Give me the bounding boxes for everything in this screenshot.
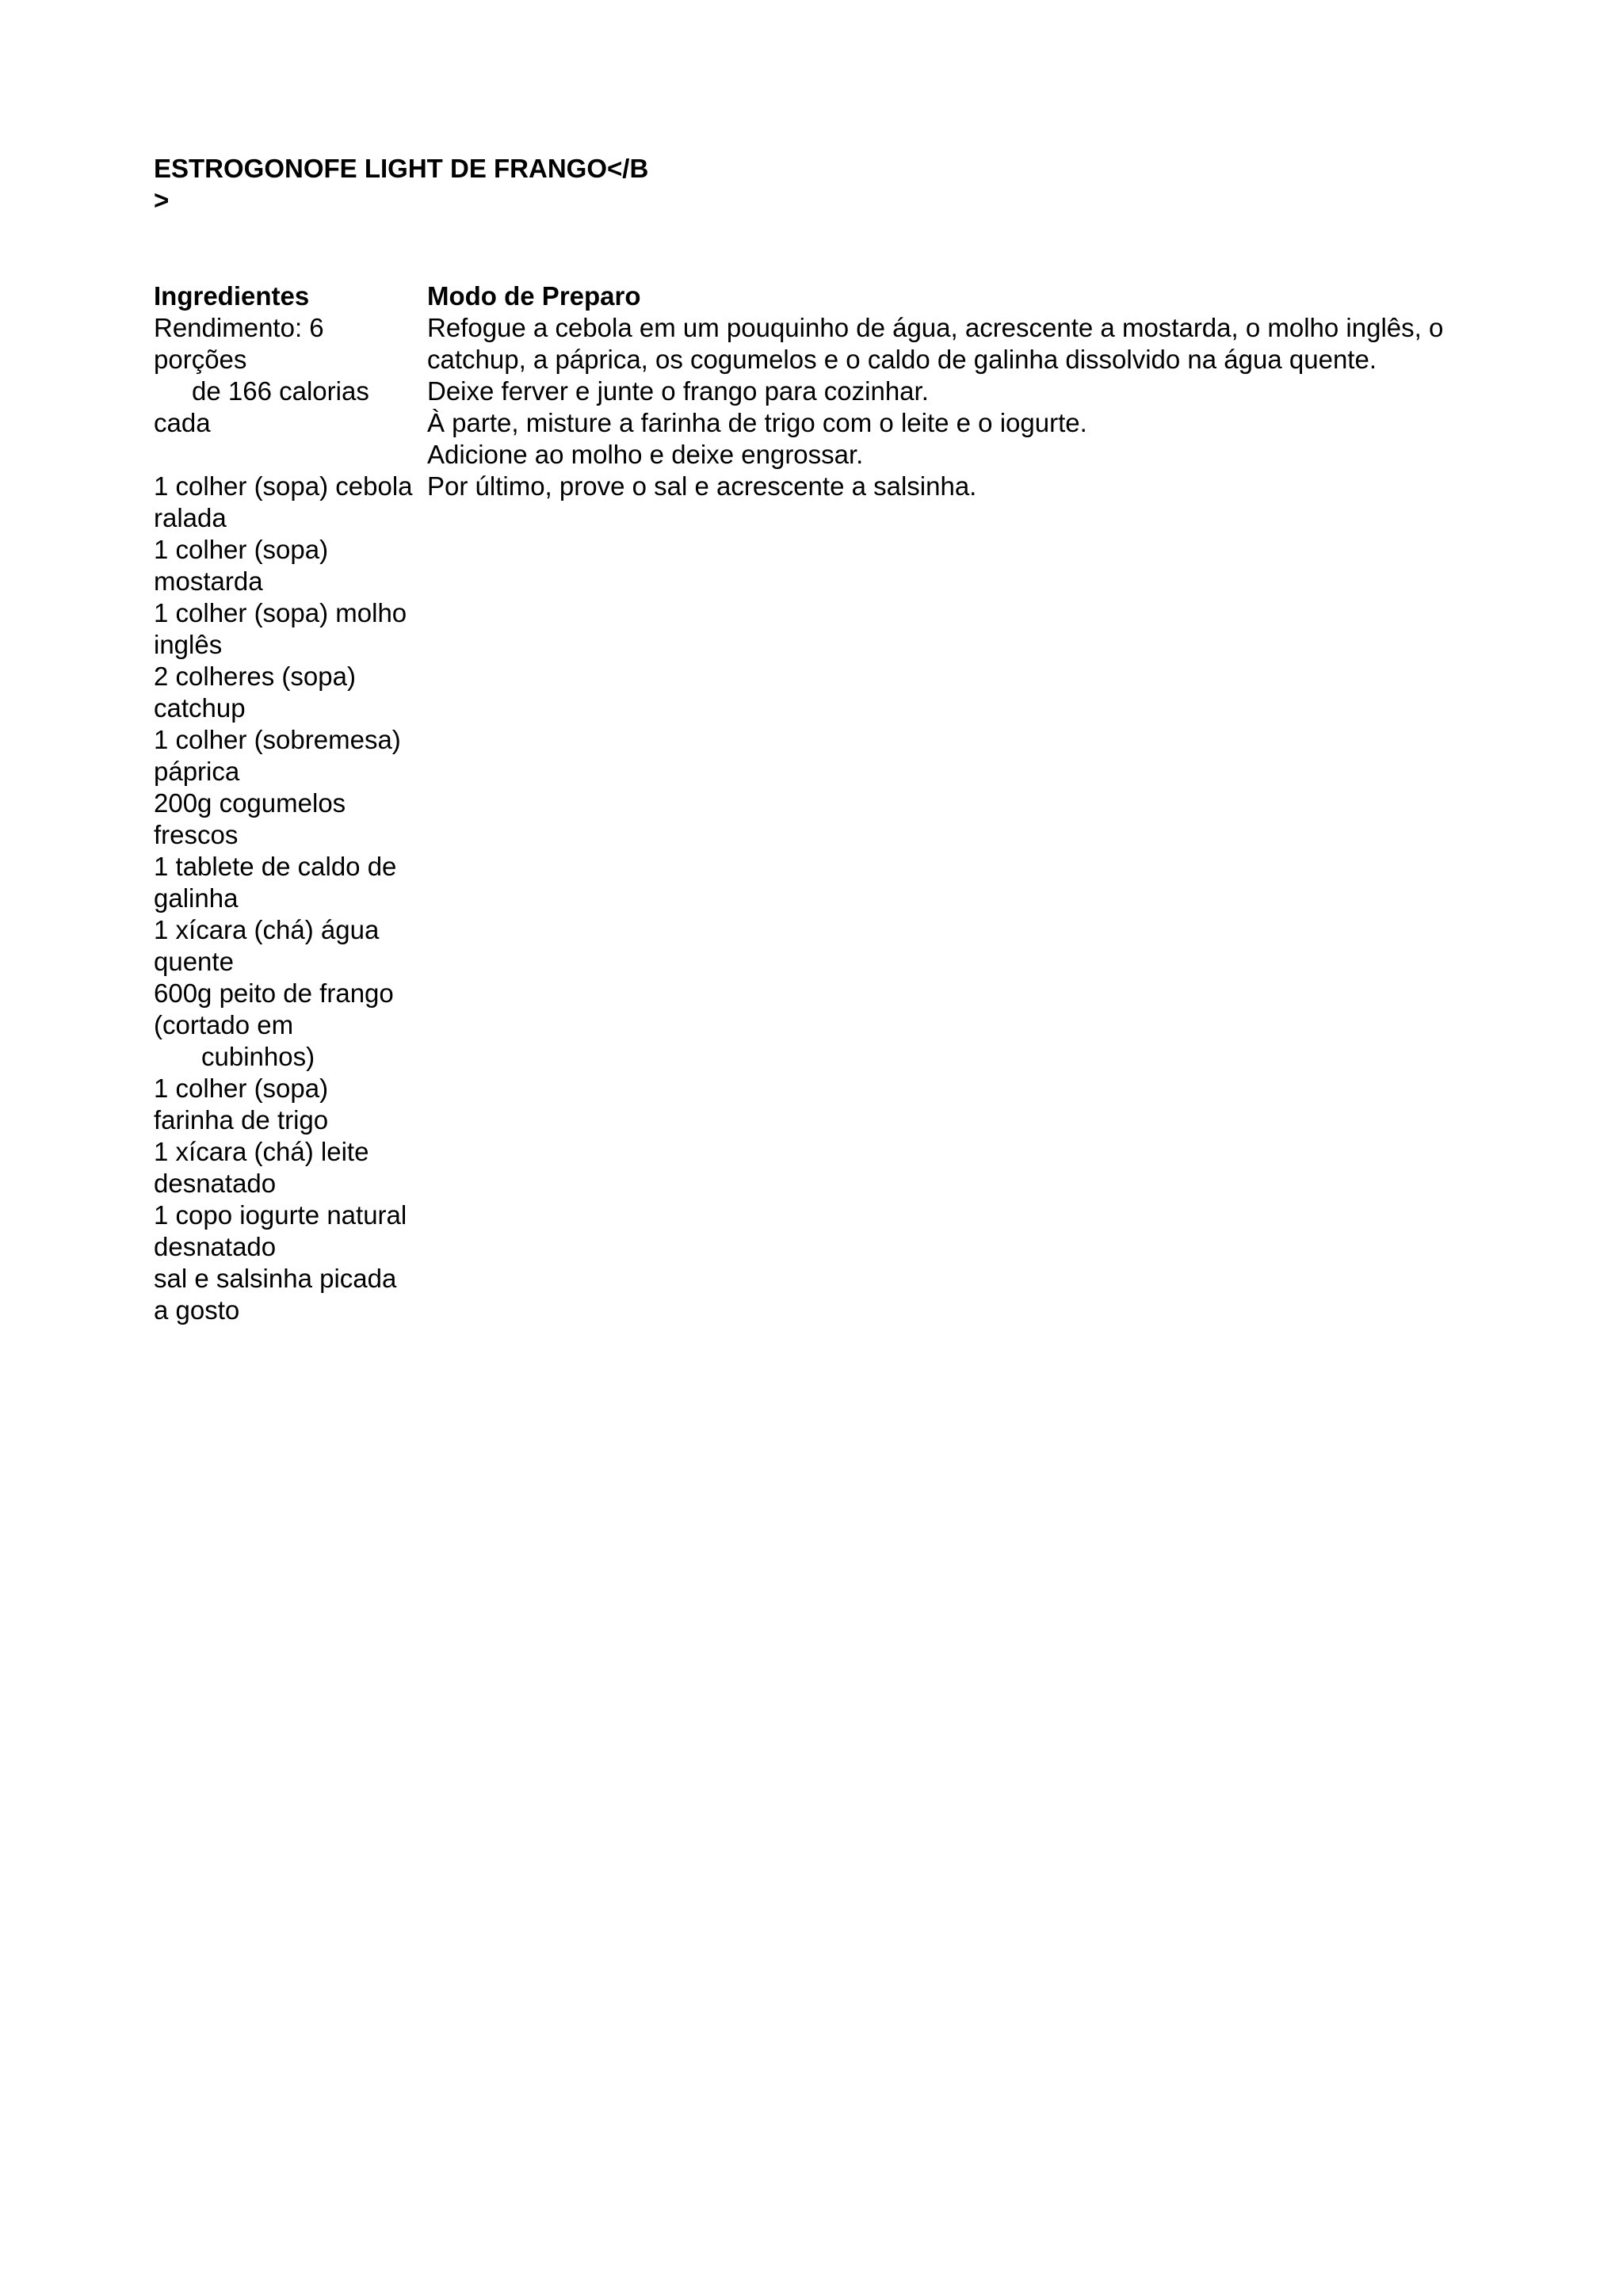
- recipe-title-line: ESTROGONOFE LIGHT DE FRANGO</B: [154, 154, 649, 183]
- ingredient-line: sal e salsinha picada: [154, 1264, 397, 1293]
- ingredient-line: 1 colher (sopa): [154, 1074, 329, 1103]
- ingredient-line: 1 tablete de caldo de: [154, 852, 397, 881]
- yield-line: de 166 calorias: [192, 376, 369, 406]
- ingredient-line: 1 copo iogurte natural: [154, 1200, 407, 1230]
- method-line: Refogue a cebola em um pouquinho de água, acrescente a mostarda, o molho inglês, o: [427, 313, 1444, 342]
- ingredient-line: quente: [154, 947, 234, 976]
- ingredient-line: 1 colher (sobremesa): [154, 725, 401, 754]
- yield-line: porções: [154, 345, 247, 374]
- recipe-title-line: >: [154, 185, 170, 215]
- ingredient-line: a gosto: [154, 1295, 240, 1325]
- ingredient-line: mostarda: [154, 566, 263, 596]
- ingredient-line: inglês: [154, 630, 223, 659]
- ingredient-line: 1 colher (sopa): [154, 535, 329, 564]
- ingredient-line: frescos: [154, 820, 239, 849]
- ingredient-line: 1 colher (sopa) molho: [154, 598, 407, 627]
- paragraph-spacer: [154, 439, 427, 471]
- recipe-title: [154, 153, 756, 216]
- ingredient-line: (cortado em: [154, 1010, 294, 1039]
- yield-line: Rendimento: 6: [154, 313, 324, 342]
- ingredient-line: 1 xícara (chá) leite: [154, 1137, 369, 1166]
- ingredient-line: galinha: [154, 883, 239, 913]
- ingredient-line: desnatado: [154, 1232, 277, 1261]
- ingredient-line: 1 colher (sopa) cebola: [154, 471, 413, 501]
- ingredients-column: [154, 280, 427, 1326]
- ingredient-line: 600g peito de frango: [154, 978, 394, 1008]
- yield-line: cada: [154, 408, 211, 437]
- method-line: Deixe ferver e junte o frango para cozinhar.: [427, 376, 929, 406]
- ingredient-line: ralada: [154, 503, 227, 532]
- method-line: À parte, misture a farinha de trigo com o leite e o iogurte.: [427, 408, 1087, 437]
- ingredient-line: cubinhos): [201, 1042, 315, 1071]
- method-line: Adicione ao molho e deixe engrossar.: [427, 440, 864, 469]
- method-heading: Modo de Preparo: [427, 281, 641, 311]
- method-line: catchup, a páprica, os cogumelos e o caldo de galinha dissolvido na água quente.: [427, 345, 1377, 374]
- ingredients-heading: Ingredientes: [154, 281, 310, 311]
- method-line: Por último, prove o sal e acrescente a salsinha.: [427, 471, 977, 501]
- ingredient-line: catchup: [154, 693, 246, 723]
- ingredient-line: 1 xícara (chá) água: [154, 915, 380, 944]
- method-column: [427, 280, 1552, 502]
- ingredient-line: desnatado: [154, 1169, 277, 1198]
- ingredient-line: 200g cogumelos: [154, 788, 346, 818]
- ingredient-line: farinha de trigo: [154, 1105, 329, 1135]
- ingredient-line: páprica: [154, 757, 240, 786]
- ingredient-line: 2 colheres (sopa): [154, 662, 356, 691]
